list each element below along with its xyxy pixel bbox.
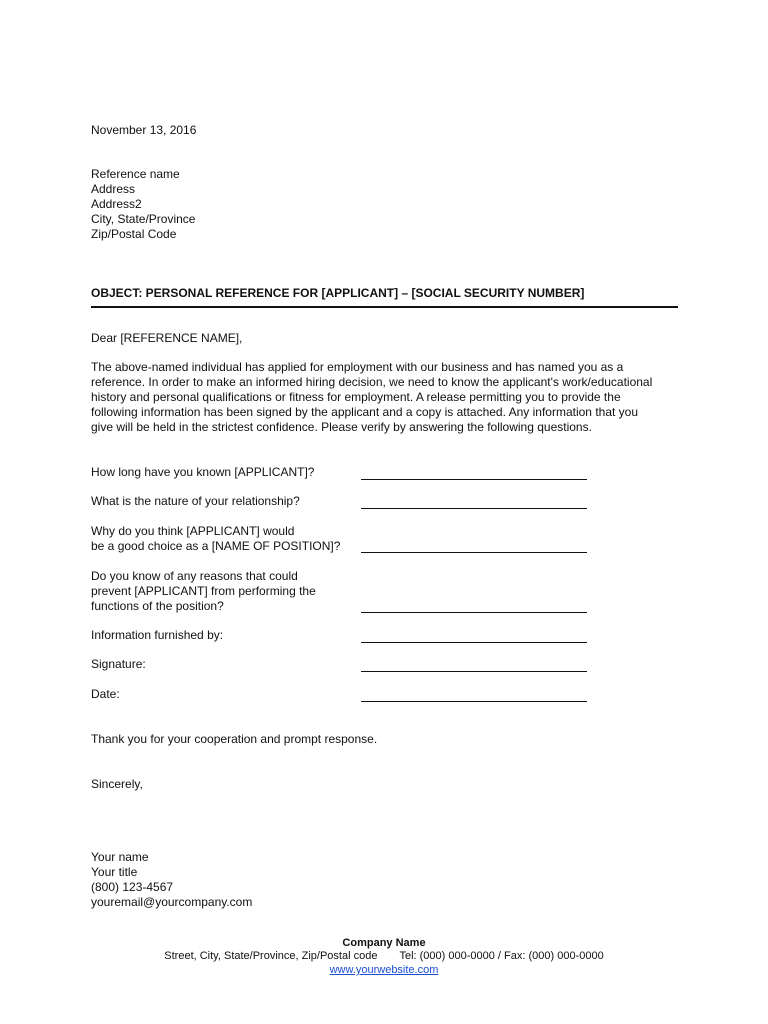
question-good-choice [91, 524, 340, 554]
question-label: What is the nature of your relationship? [91, 494, 300, 508]
signature-block [91, 850, 252, 910]
question-label: Information furnished by: [91, 628, 224, 642]
body-paragraph [91, 360, 691, 435]
answer-line-furnished-by[interactable] [361, 642, 587, 643]
question-label: Why do you think [APPLICANT] would [91, 524, 295, 538]
answer-line-signature[interactable] [361, 671, 587, 672]
object-divider [91, 306, 678, 308]
question-label: be a good choice as a [NAME OF POSITION]? [91, 539, 341, 553]
recipient-address2: Address2 [91, 197, 142, 211]
body-line: history and personal qualifications or fitness for employment. A release permitting you to provide the [91, 390, 621, 404]
question-reasons-prevent [91, 569, 316, 614]
body-line: The above-named individual has applied for employment with our business and has named you as a [91, 360, 624, 374]
answer-line-good-choice[interactable] [361, 552, 587, 553]
recipient-zip: Zip/Postal Code [91, 227, 177, 241]
question-label: Signature: [91, 657, 146, 671]
question-label: How long have you known [APPLICANT]? [91, 465, 315, 479]
sender-name: Your name [91, 850, 149, 864]
object-line: OBJECT: PERSONAL REFERENCE FOR [APPLICANT] – [SOCIAL SECURITY NUMBER] [91, 286, 585, 300]
body-line: reference. In order to make an informed hiring decision, we need to know the applicant's work/educational [91, 375, 653, 389]
footer-address: Street, City, State/Province, Zip/Postal code [164, 950, 378, 962]
question-furnished-by [91, 628, 223, 643]
footer-website-link[interactable]: www.yourwebsite.com [329, 964, 439, 976]
recipient-city: City, State/Province [91, 212, 196, 226]
letter-date: November 13, 2016 [91, 123, 197, 137]
recipient-name: Reference name [91, 167, 180, 181]
answer-line-relationship[interactable] [361, 508, 587, 509]
answer-line-known-duration[interactable] [361, 479, 587, 480]
sender-title: Your title [91, 865, 138, 879]
footer-contact: Tel: (000) 000-0000 / Fax: (000) 000-0000 [399, 950, 604, 962]
question-label: functions of the position? [91, 599, 224, 613]
sign-off: Sincerely, [91, 777, 143, 791]
question-label: Do you know of any reasons that could [91, 569, 298, 583]
sender-phone: (800) 123-4567 [91, 880, 174, 894]
closing-sentence: Thank you for your cooperation and prompt response. [91, 732, 378, 746]
recipient-address1: Address [91, 182, 136, 196]
question-label: prevent [APPLICANT] from performing the [91, 584, 316, 598]
sender-email: youremail@yourcompany.com [91, 895, 253, 909]
question-label: Date: [91, 687, 120, 701]
question-date [91, 687, 120, 702]
question-known-duration [91, 465, 314, 480]
body-line: following information has been signed by the applicant and a copy is attached. Any information that you [91, 405, 639, 419]
salutation: Dear [REFERENCE NAME], [91, 331, 243, 345]
question-relationship [91, 494, 300, 509]
recipient-address-block [91, 167, 195, 242]
question-signature [91, 657, 146, 672]
answer-line-reasons-prevent[interactable] [361, 612, 587, 613]
footer-company-name: Company Name [342, 937, 426, 949]
footer-address-line [0, 950, 768, 963]
body-line: give will be held in the strictest confidence. Please verify by answering the following questions. [91, 420, 592, 434]
answer-line-date[interactable] [361, 701, 587, 702]
